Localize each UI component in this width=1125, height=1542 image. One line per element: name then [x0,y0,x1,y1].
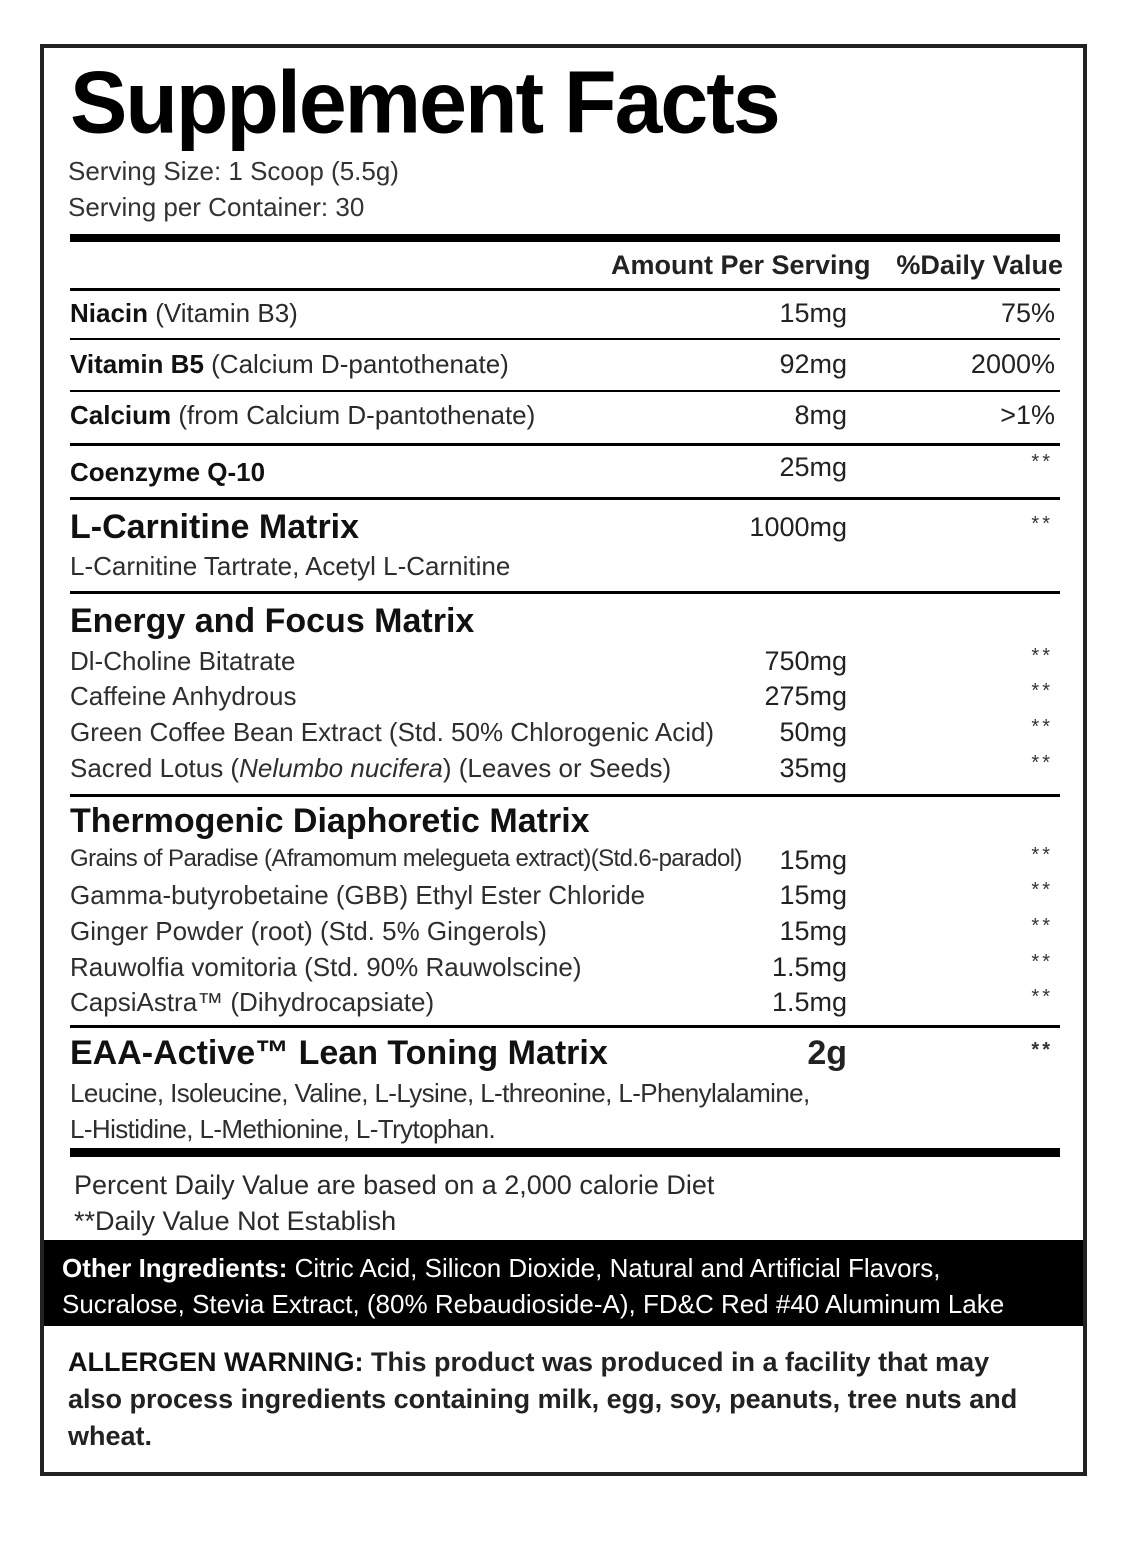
nutrient-name: Niacin [70,298,149,328]
nutrient-row-calcium [70,402,535,428]
ingredient-name: Dl-Choline Bitatrate [70,646,296,676]
not-established-marker: ** [1031,1039,1053,1061]
not-established-marker: ** [1031,716,1053,738]
divider [70,288,1060,291]
not-established-marker: ** [1031,879,1053,901]
ingredient-name: Ginger Powder (root) (Std. 5% Gingerols) [70,916,547,946]
nutrient-dv: >1% [1000,400,1055,430]
not-established-marker: ** [1031,513,1053,535]
nutrient-row-niacin [70,300,298,326]
ingredient-amount: 1.5mg [771,987,847,1017]
eaa-amount: 2g [807,1034,847,1072]
other-ingredients-band [44,1240,1083,1326]
not-established-footnote: **Daily Value Not Establish [74,1206,397,1236]
ingredient-amount: 1.5mg [771,952,847,982]
divider [70,794,1060,797]
not-established-marker: ** [1031,680,1053,702]
divider [70,1025,1060,1028]
ingredient-amount: 15mg [779,880,847,910]
nutrient-name: Coenzyme Q-10 [70,457,266,487]
nutrient-amount: 8mg [794,400,847,430]
nutrient-amount: 15mg [779,298,847,328]
ingredient-amount: 15mg [779,845,847,875]
divider [70,338,1060,340]
eaa-matrix-title: EAA-Active™ Lean Toning Matrix [70,1034,608,1072]
ingredient-name-sacred-lotus [70,755,671,781]
servings-per-container: Serving per Container: 30 [68,192,365,222]
divider [70,497,1060,500]
other-ingredients-text: Citric Acid, Silicon Dioxide, Natural and Artificial Flavors, Sucralose, Stevia Extract, (80% Rebaudioside-A), FD&C Red #40 Aluminum Lake [62,1253,1005,1319]
not-established-marker: ** [1031,451,1053,473]
ingredient-name: Green Coffee Bean Extract (Std. 50% Chlorogenic Acid) [70,717,715,747]
allergen-warning-label: ALLERGEN WARNING: [68,1347,364,1377]
nutrient-amount: 25mg [779,452,847,482]
label-title: Supplement Facts [70,54,779,152]
nutrient-amount: 92mg [779,349,847,379]
ingredient-name-part: Sacred Lotus ( [70,753,240,783]
eaa-ingredients-line2: L-Histidine, L-Methionine, L-Trytophan. [70,1114,496,1144]
carnitine-ingredients: L-Carnitine Tartrate, Acetyl L-Carnitine [70,551,511,581]
carnitine-amount: 1000mg [749,512,847,542]
not-established-marker: ** [1031,752,1053,774]
not-established-marker: ** [1031,951,1053,973]
latin-name: Nelumbo nucifera [239,753,443,783]
nutrient-dv: 75% [1000,298,1055,328]
thick-divider [70,1148,1060,1157]
nutrient-detail: (Calcium D-pantothenate) [203,349,509,379]
nutrient-dv: 2000% [970,349,1055,379]
ingredient-amount: 15mg [779,916,847,946]
ingredient-amount: 275mg [764,681,847,711]
allergen-warning [68,1344,1048,1455]
eaa-ingredients-line1: Leucine, Isoleucine, Valine, L-Lysine, L-threonine, L-Phenylalamine, [70,1078,810,1108]
divider [70,443,1060,446]
ingredient-name: Rauwolfia vomitoria (Std. 90% Rauwolscine) [70,952,582,982]
supplement-facts-label [40,44,1087,1476]
nutrient-row-coq10 [70,459,265,485]
ingredient-name: Gamma-butyrobetaine (GBB) Ethyl Ester Chloride [70,880,646,910]
nutrient-detail: (Vitamin B3) [148,298,298,328]
amount-header: Amount Per Serving [611,250,871,280]
carnitine-matrix-title: L-Carnitine Matrix [70,508,360,546]
serving-size: Serving Size: 1 Scoop (5.5g) [68,156,399,186]
other-ingredients-label: Other Ingredients: [62,1253,288,1283]
allergen-warning-text: This product was produced in a facility that may also process ingredients containing milk, egg, soy, peanuts, tree nuts and wheat. [68,1347,1018,1451]
thermo-matrix-title: Thermogenic Diaphoretic Matrix [70,802,590,840]
ingredient-amount: 750mg [764,646,847,676]
ingredient-name-part: ) (Leaves or Seeds) [442,753,672,783]
not-established-marker: ** [1031,844,1053,866]
not-established-marker: ** [1031,986,1053,1008]
ingredient-name: Caffeine Anhydrous [70,681,297,711]
divider [70,591,1060,594]
ingredient-name: CapsiAstra™ (Dihydrocapsiate) [70,987,435,1017]
daily-value-footnote: Percent Daily Value are based on a 2,000 calorie Diet [74,1170,715,1200]
not-established-marker: ** [1031,645,1053,667]
nutrient-detail: (from Calcium D-pantothenate) [171,400,536,430]
nutrient-name: Vitamin B5 [70,349,204,379]
nutrient-name: Calcium [70,400,172,430]
daily-value-header: %Daily Value [896,250,1063,280]
not-established-marker: ** [1031,915,1053,937]
ingredient-name: Grains of Paradise (Aframomum melegueta extract)(Std.6-paradol) [70,845,742,872]
energy-matrix-title: Energy and Focus Matrix [70,602,475,640]
nutrient-row-vitamin-b5 [70,351,509,377]
ingredient-amount: 35mg [779,753,847,783]
ingredient-amount: 50mg [779,717,847,747]
divider [70,390,1060,392]
thick-divider [70,234,1060,242]
